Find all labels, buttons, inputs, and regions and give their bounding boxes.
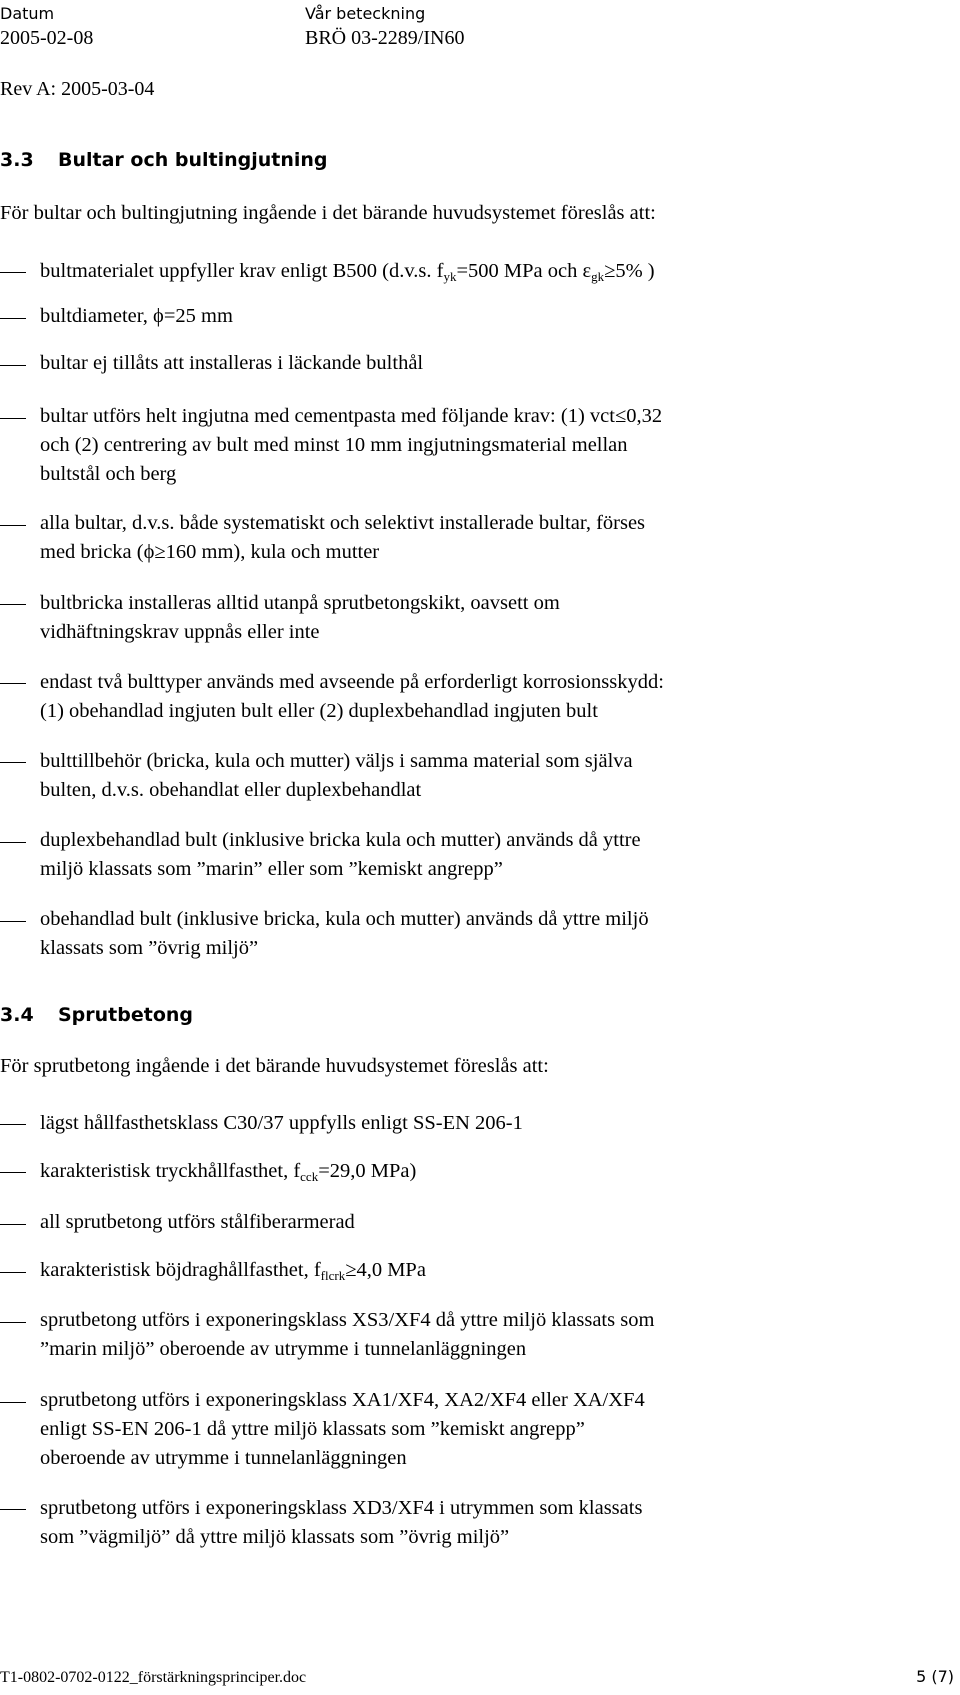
section-number: 3.4 [0, 1004, 34, 1026]
list-dash [0, 1272, 26, 1273]
section-number: 3.3 [0, 149, 34, 171]
list-item: lägst hållfasthetsklass C30/37 uppfylls enligt SS-EN 206-1 [40, 1112, 523, 1134]
section-intro: För sprutbetong ingående i det bärande huvudsystemet föreslås att: [0, 1055, 549, 1077]
footer-filename: T1-0802-0702-0122_förstärkningsprinciper.doc [0, 1669, 307, 1686]
list-item: bultar ej tillåts att installeras i läckande bulthål [40, 352, 424, 374]
list-dash [0, 604, 26, 605]
list-dash [0, 525, 26, 526]
list-dash [0, 1509, 26, 1510]
section-title: Bultar och bultingjutning [58, 149, 328, 171]
list-dash [0, 418, 26, 419]
list-item: duplexbehandlad bult (inklusive bricka kula och mutter) används då yttre miljö klassats som ”marin” eller som ”kemiskt angrepp” [40, 829, 641, 880]
list-item: bultbricka installeras alltid utanpå sprutbetongskikt, oavsett om vidhäftningskrav uppnås eller inte [40, 592, 560, 643]
list-dash [0, 762, 26, 763]
list-dash [0, 365, 26, 366]
list-dash [0, 921, 26, 922]
list-item: bulttillbehör (bricka, kula och mutter) väljs i samma material som själva bulten, d.v.s. obehandlat eller duplexbehandlat [40, 750, 633, 801]
page-number: 5 (7) [916, 1667, 954, 1686]
reference-label: Vår beteckning [305, 4, 426, 23]
section-heading-3-4 [0, 1004, 193, 1026]
list-dash [0, 1124, 26, 1125]
list-dash [0, 842, 26, 843]
date-label: Datum [0, 4, 55, 23]
date-value: 2005-02-08 [0, 27, 94, 49]
list-item: karakteristisk böjdraghållfasthet, $f_{flcrk}\ge 4,0$ MPa [40, 1259, 426, 1283]
section-heading-3-3 [0, 149, 328, 171]
list-dash [0, 1172, 26, 1173]
list-dash [0, 1224, 26, 1225]
list-item: alla bultar, d.v.s. både systematiskt och selektivt installerade bultar, förses med bricka (ϕ≥160 mm), kula och mutter [40, 512, 646, 563]
list-dash [0, 683, 26, 684]
list-item: bultar utförs helt ingjutna med cementpasta med följande krav: (1) vct≤0,32 och (2) centrering av bult med minst 10 mm ingjutningsmaterial mellan bultstål och berg [40, 405, 663, 485]
section-intro: För bultar och bultingjutning ingående i det bärande huvudsystemet föreslås att: [0, 202, 656, 224]
list-item: sprutbetong utförs i exponeringsklass XA1/XF4, XA2/XF4 eller XA/XF4 enligt SS-EN 206-1 då yttre miljö klassats som ”kemiskt angrepp” oberoende av utrymme i tunnelanläggningen [40, 1389, 645, 1469]
section-title: Sprutbetong [58, 1004, 194, 1026]
list-dash [0, 318, 26, 319]
list-item: karakteristisk tryckhållfasthet, $f_{cck}=29,0$ MPa) [40, 1160, 417, 1184]
list-item: bultdiameter, ϕ=25 mm [40, 305, 233, 327]
list-item: all sprutbetong utförs stålfiberarmerad [40, 1211, 355, 1233]
list-dash [0, 1322, 26, 1323]
list-item: bultmaterialet uppfyller krav enligt B500 (d.v.s. $f_{yk}=500$ MPa och $\varepsilon_{gk}\ge 5\%$ ) [40, 260, 655, 284]
list-dash [0, 272, 26, 273]
list-item: obehandlad bult (inklusive bricka, kula och mutter) används då yttre miljö klassats som ”övrig miljö” [40, 908, 649, 959]
list-item: endast två bulttyper används med avseende på erforderligt korrosionsskydd: (1) obehandlad ingjuten bult eller (2) duplexbehandlad ingjuten bult [40, 671, 664, 722]
list-item: sprutbetong utförs i exponeringsklass XD3/XF4 i utrymmen som klassats som ”vägmiljö” då yttre miljö klassats som ”övrig miljö” [40, 1497, 643, 1548]
revision-text: Rev A: 2005-03-04 [0, 78, 155, 100]
list-item: sprutbetong utförs i exponeringsklass XS3/XF4 då yttre miljö klassats som ”marin miljö” oberoende av utrymme i tunnelanläggningen [40, 1309, 655, 1360]
list-dash [0, 1402, 26, 1403]
reference-value: BRÖ 03-2289/IN60 [305, 27, 465, 49]
